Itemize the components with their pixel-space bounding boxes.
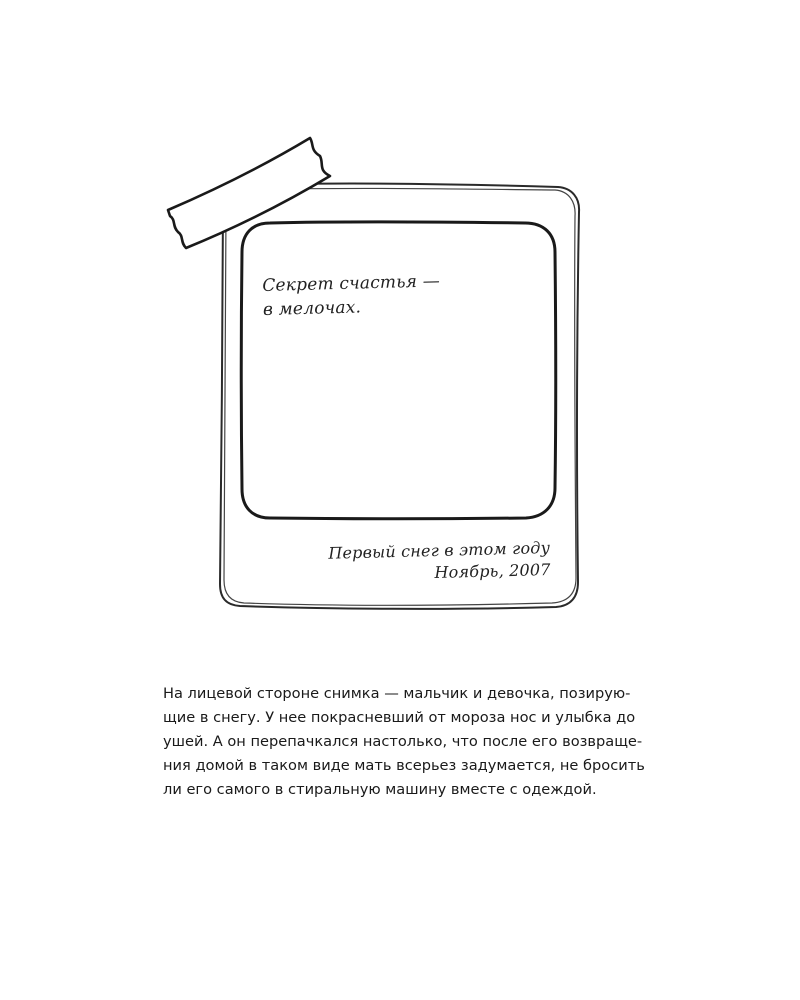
paragraph-line: щие в снегу. У нее покрасневший от мороза нос и улыбка до [163, 709, 636, 726]
paragraph-line: На лицевой стороне снимка — мальчик и девочка, позирую- [163, 685, 631, 702]
polaroid-illustration [160, 130, 600, 620]
photo-window [241, 222, 556, 519]
paragraph-line: ли его самого в стиральную машину вместе с одеждой. [163, 781, 597, 798]
body-paragraph [163, 682, 645, 802]
note-line: в мелочах. [262, 297, 362, 320]
photo-caption [328, 537, 551, 587]
handwritten-note [262, 269, 441, 322]
caption-line: Первый снег в этом году [328, 537, 551, 563]
paragraph-line: ния домой в таком виде мать всерьез задумается, не бросить [163, 757, 645, 774]
caption-line: Ноябрь, 2007 [434, 559, 552, 583]
note-line: Секрет счастья — [262, 271, 441, 296]
paragraph-line: ушей. А он перепачкался настолько, что после его возвраще- [163, 733, 643, 750]
